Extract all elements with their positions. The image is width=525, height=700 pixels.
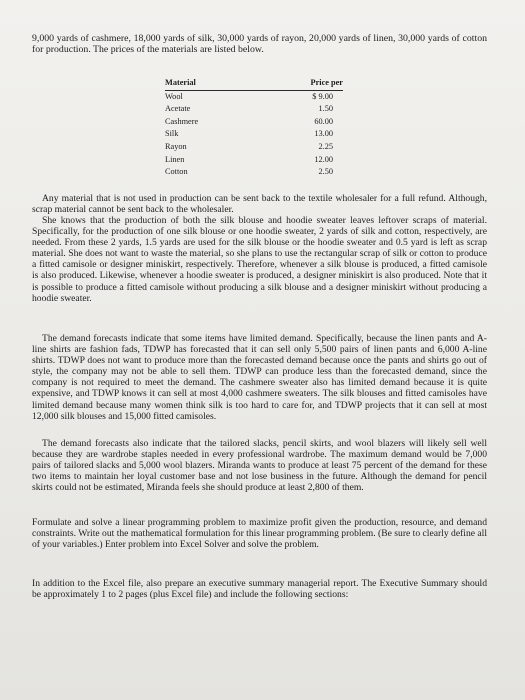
column-header-price: Price per (255, 77, 343, 90)
table-row (165, 128, 343, 141)
material-name: Acetate (165, 104, 191, 114)
material-price: 60.00 (314, 116, 333, 126)
staples-demand-paragraph: The demand forecasts also indicate that the tailored slacks, pencil skirts, and wool blazers will likely sell well because they are wardrobe staples needed in every professional wardrobe. The maximum demand would be 7,000 pairs of tailored slacks and 5,000 wool blazers. Miranda wants to produce at least 75 percent of the demand for these two items to maintain her loyal customer base and not lose business in the future. Although the demand for pencil skirts could not be estimated, Miranda feels she should produce at least 2,800 of them. (32, 438, 487, 494)
material-name: Rayon (165, 141, 187, 151)
summary-report-paragraph: In addition to the Excel file, also prepare an executive summary managerial report. The Executive Summary should be approximately 1 to 2 pages (plus Excel file) and include the following sections: (32, 578, 487, 601)
table-row (165, 154, 343, 167)
material-name: Silk (165, 129, 179, 139)
limited-demand-paragraph: The demand forecasts indicate that some items have limited demand. Specifically, because the linen pants and A-line shirts are fashion fads, TDWP has forecasted that it can sell only 5,500 pairs of linen pants and 6,000 A-line shirts. TDWP does not want to produce more than the forecasted demand because once the pants and shirts go out of style, the company may not be able to sell them. TDWP can produce less than the forecasted demand, since the company is not required to meet the demand. The cashmere sweater also has limited demand because it is quite expensive, and TDWP knows it can sell at most 4,000 cashmere sweaters. The silk blouses and fitted camisoles have limited demand because many women think silk is too hard to care for, and TDWP projects that it can sell at most 12,000 silk blouses and 15,000 fitted camisoles. (32, 333, 487, 422)
material-price: 12.00 (314, 154, 333, 164)
material-name: Linen (165, 154, 185, 164)
table-row (165, 166, 343, 179)
table-row (165, 103, 343, 116)
column-header-material: Material (165, 77, 255, 90)
intro-paragraph: 9,000 yards of cashmere, 18,000 yards of silk, 30,000 yards of rayon, 20,000 yards of linen, 30,000 yards of cotton for production. The prices of the materials are listed below. (32, 33, 487, 56)
material-price: 13.00 (314, 129, 333, 139)
material-name: Cotton (165, 167, 188, 177)
refund-paragraph: Any material that is not used in production can be sent back to the textile wholesaler for a full refund. Although, scrap material cannot be sent back to the wholesaler. (32, 193, 487, 216)
material-price: 2.50 (318, 167, 333, 177)
material-price: 1.50 (318, 104, 333, 114)
scrap-material-paragraph: She knows that the production of both the silk blouse and hoodie sweater leaves leftover scraps of material. Specifically, for the production of one silk blouse or one hoodie sweater, 2 yards of silk and cotton, respectively, are needed. From these 2 yards, 1.5 yards are used for the silk blouse or the hoodie sweater and 0.5 yard is left as scrap material. She does not want to waste the material, so she plans to use the rectangular scrap of silk or cotton to produce a fitted camisole or designer miniskirt, respectively. Therefore, whenever a silk blouse is produced, a fitted camisole is also produced. Likewise, whenever a hoodie sweater is produced, a designer miniskirt is also produced. Note that it is possible to produce a fitted camisole without producing a silk blouse and a designer miniskirt without producing a hoodie sweater. (32, 215, 487, 304)
material-name: Cashmere (165, 116, 199, 126)
material-price: 2.25 (318, 141, 333, 151)
materials-price-table (165, 77, 343, 179)
table-header-row (165, 77, 343, 90)
material-price: $ 9.00 (312, 91, 333, 101)
material-name: Wool (165, 91, 183, 101)
table-row (165, 116, 343, 129)
table-row (165, 141, 343, 154)
table-row (165, 90, 343, 103)
task-paragraph: Formulate and solve a linear programming problem to maximize profit given the production, resource, and demand constraints. Write out the mathematical formulation for this linear programming problem. (Be sure to clearly define all of your variables.) Enter problem into Excel Solver and solve the problem. (32, 517, 488, 551)
